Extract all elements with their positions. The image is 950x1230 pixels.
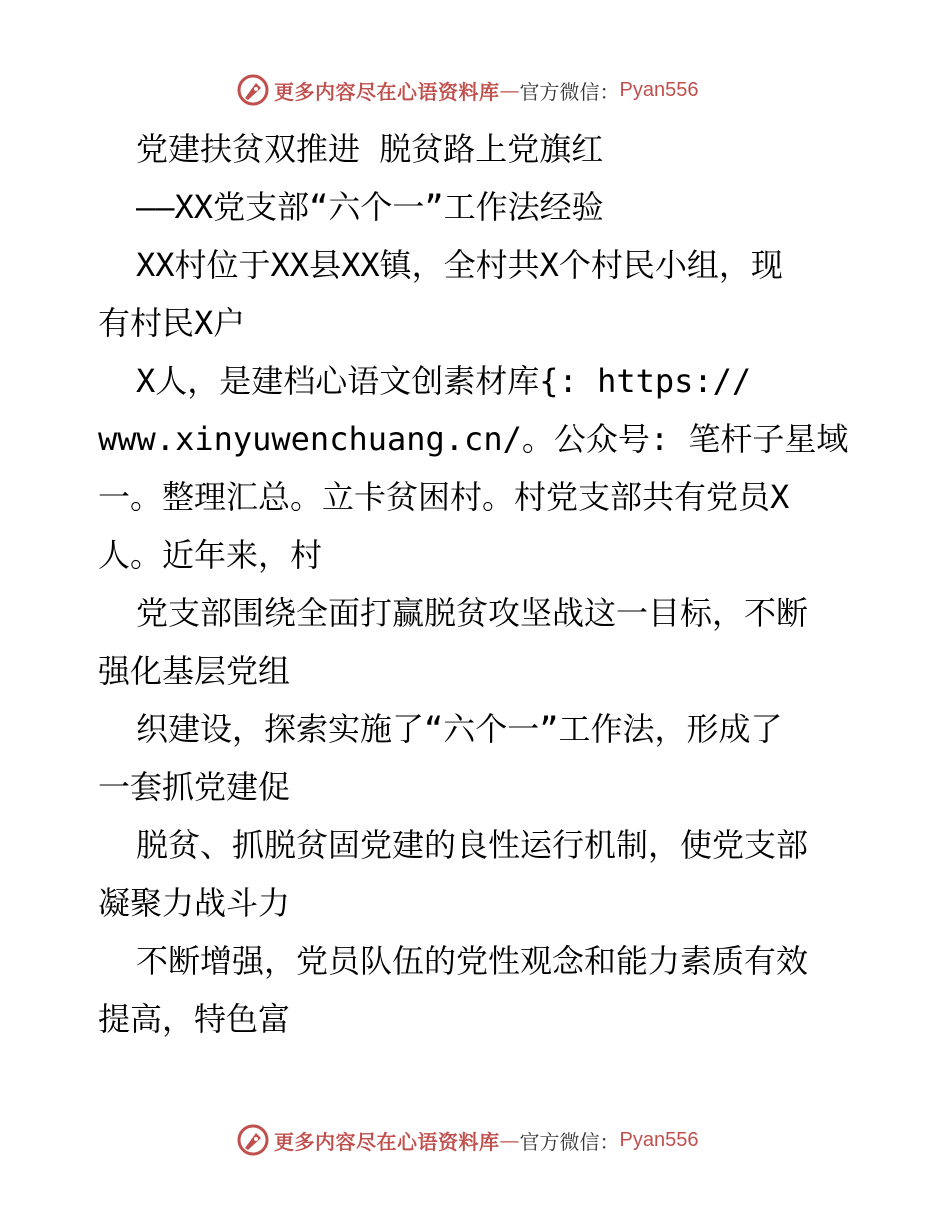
- paragraph-line: 强化基层党组: [98, 652, 291, 690]
- paragraph-line: 党支部围绕全面打赢脱贫攻坚战这一目标，不断: [136, 594, 809, 632]
- paragraph-line: 有村民X户: [98, 304, 246, 342]
- paragraph-line: 一套抓党建促: [98, 768, 291, 806]
- paragraph-line: 脱贫、抓脱贫固党建的良性运行机制，使党支部: [136, 826, 809, 864]
- watermark-separator: —: [499, 78, 520, 102]
- document-subtitle: ——XX党支部“六个一”工作法经验: [136, 188, 604, 226]
- watermark-brand: 更多内容尽在心语资料库: [274, 79, 500, 104]
- paragraph-line: 织建设，探索实施了“六个一”工作法，形成了: [136, 710, 783, 748]
- paragraph-line: 人。近年来，村: [98, 536, 323, 574]
- document-title: 党建扶贫双推进 脱贫路上党旗红: [136, 130, 604, 168]
- pen-nib-logo-icon: [236, 73, 270, 107]
- watermark-wechat-id: Pyan556: [619, 1128, 699, 1151]
- pen-nib-logo-icon: [236, 1123, 270, 1157]
- watermark-label: 官方微信：: [519, 79, 620, 104]
- watermark-wechat-id: Pyan556: [619, 78, 699, 101]
- paragraph-line: 凝聚力战斗力: [98, 884, 291, 922]
- watermark-brand: 更多内容尽在心语资料库: [274, 1129, 500, 1154]
- watermark-separator: —: [499, 1128, 520, 1152]
- paragraph-line: X人，是建档心语文创素材库{: https://: [136, 362, 752, 400]
- paragraph-line: 提高，特色富: [98, 1000, 291, 1038]
- paragraph-line: XX村位于XX县XX镇，全村共X个村民小组，现: [136, 246, 783, 284]
- paragraph-line: 不断增强，党员队伍的党性观念和能力素质有效: [136, 942, 809, 980]
- footer-watermark: [236, 1122, 698, 1158]
- paragraph-line: www.xinyuwenchuang.cn/。公众号: 笔杆子星域: [98, 420, 849, 458]
- document-body: [98, 120, 858, 1048]
- header-watermark: [236, 72, 698, 108]
- watermark-label: 官方微信：: [519, 1129, 620, 1154]
- paragraph-line: 一。整理汇总。立卡贫困村。村党支部共有党员X: [98, 478, 790, 516]
